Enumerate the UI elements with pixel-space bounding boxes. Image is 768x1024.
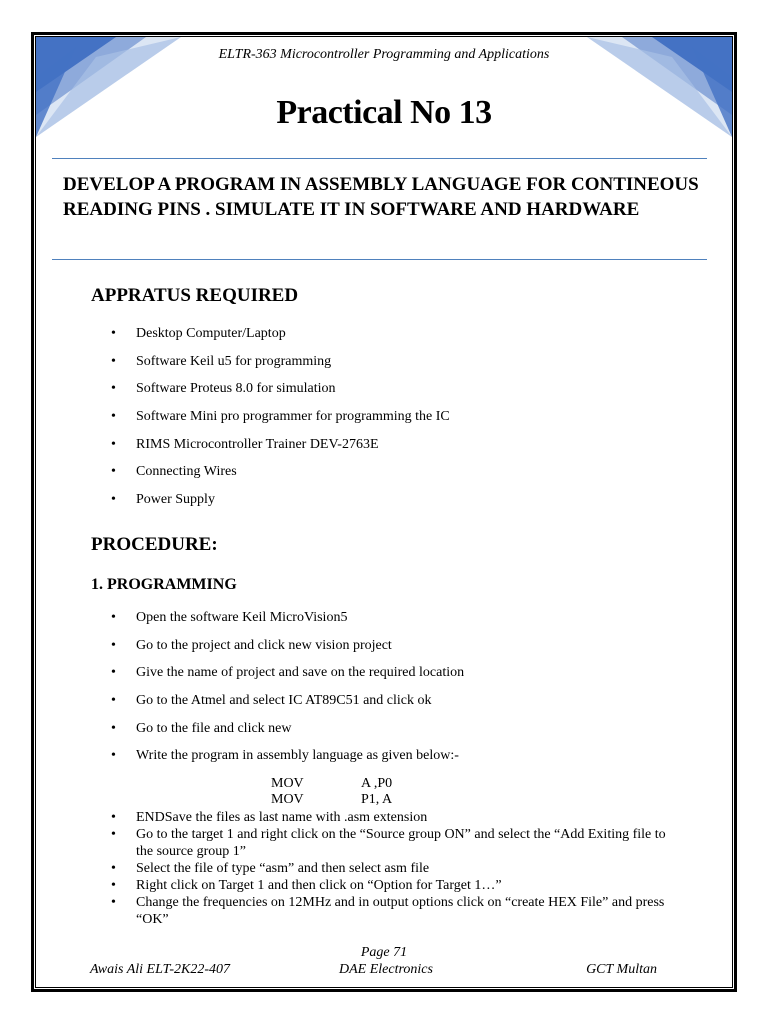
footer-institution: GCT Multan bbox=[586, 962, 657, 977]
code-operands: P1, A bbox=[361, 792, 393, 807]
list-item: • Go to the project and click new vision project bbox=[91, 637, 464, 665]
page-title: Practical No 13 bbox=[276, 94, 492, 131]
procedure-steps-continued bbox=[91, 809, 676, 928]
apparatus-list bbox=[91, 325, 450, 519]
list-item: • Software Keil u5 for programming bbox=[91, 353, 450, 381]
page-number: Page 71 bbox=[360, 945, 408, 960]
practical-heading: DEVELOP A PROGRAM IN ASSEMBLY LANGUAGE FOR CONTINEOUS READING PINS . SIMULATE IT IN SOFTWARE AND HARDWARE bbox=[63, 174, 699, 220]
list-item: • Go to the file and click new bbox=[91, 720, 464, 748]
code-line bbox=[271, 792, 392, 808]
list-item: • Open the software Keil MicroVision5 bbox=[91, 609, 464, 637]
list-item: • RIMS Microcontroller Trainer DEV-2763E bbox=[91, 436, 450, 464]
programming-subheading: 1. PROGRAMMING bbox=[91, 576, 237, 593]
apparatus-heading: APPRATUS REQUIRED bbox=[91, 285, 299, 306]
divider-top bbox=[52, 158, 707, 159]
list-item: • Go to the target 1 and right click on the “Source group ON” and select the “Add Exiting file to the source group 1” bbox=[91, 826, 676, 860]
code-opcode: MOV bbox=[271, 792, 304, 807]
course-header: ELTR-363 Microcontroller Programming and Applications bbox=[218, 47, 550, 62]
list-item: • Power Supply bbox=[91, 491, 450, 519]
code-line bbox=[271, 776, 392, 792]
list-item: • Software Proteus 8.0 for simulation bbox=[91, 380, 450, 408]
list-item: • Go to the Atmel and select IC AT89C51 and click ok bbox=[91, 692, 464, 720]
list-item: • Write the program in assembly language as given below:- bbox=[91, 747, 464, 775]
list-item: • Select the file of type “asm” and then select asm file bbox=[91, 860, 676, 877]
code-opcode: MOV bbox=[271, 776, 304, 791]
list-item: • Give the name of project and save on the required location bbox=[91, 664, 464, 692]
assembly-code bbox=[271, 776, 392, 808]
list-item: • Connecting Wires bbox=[91, 463, 450, 491]
footer-author: Awais Ali ELT-2K22-407 bbox=[90, 962, 230, 977]
list-item: • Right click on Target 1 and then click on “Option for Target 1…” bbox=[91, 877, 676, 894]
list-item: • Software Mini pro programmer for programming the IC bbox=[91, 408, 450, 436]
divider-bottom bbox=[52, 259, 707, 260]
code-operands: A ,P0 bbox=[361, 776, 393, 791]
footer-department: DAE Electronics bbox=[339, 962, 433, 977]
list-item: • ENDSave the files as last name with .asm extension bbox=[91, 809, 676, 826]
procedure-heading: PROCEDURE: bbox=[91, 534, 218, 555]
procedure-steps bbox=[91, 609, 464, 775]
list-item: • Change the frequencies on 12MHz and in output options click on “create HEX File” and press “OK” bbox=[91, 894, 676, 928]
list-item: • Desktop Computer/Laptop bbox=[91, 325, 450, 353]
